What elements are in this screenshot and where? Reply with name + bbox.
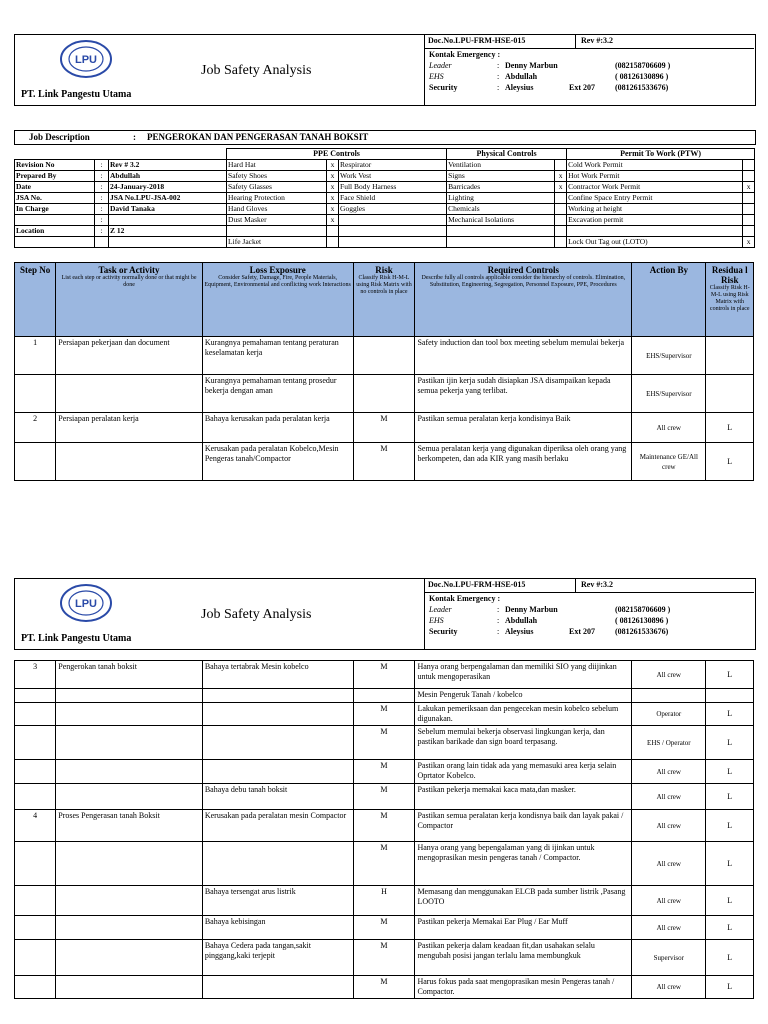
page-2 [14, 578, 754, 1024]
emergency-contacts [429, 49, 751, 93]
permit-check [743, 171, 755, 182]
jsa-table-page1 [14, 262, 754, 481]
info-label: In Charge [15, 204, 95, 215]
contact-title: Kontak Emergency : [429, 50, 501, 59]
page-header-2 [14, 578, 754, 648]
risk-cell [353, 337, 415, 375]
lpu-logo [59, 39, 113, 79]
action-cell: All crew [632, 976, 706, 999]
table-row [15, 661, 754, 689]
ppe-item: Full Body Harness [339, 182, 447, 193]
physical-check [555, 204, 567, 215]
action-cell: All crew [632, 886, 706, 916]
info-value: 24-January-2018 [109, 182, 227, 193]
info-label: Prepared By [15, 171, 95, 182]
info-row [15, 171, 755, 182]
risk-cell: M [353, 703, 415, 726]
ppe-check [327, 237, 339, 248]
step-cell [15, 689, 56, 703]
action-cell: All crew [632, 661, 706, 689]
loss-cell [202, 842, 353, 886]
loss-cell: Kurangnya pemahaman tentang peraturan keselamatan kerja [202, 337, 353, 375]
table-row [15, 916, 754, 940]
table-row [15, 940, 754, 976]
permit-item: Confine Space Entry Permit [567, 193, 743, 204]
physical-check: x [555, 171, 567, 182]
col-task: Task or Activity List each step or activity normally done or that might be done [56, 263, 203, 337]
table-row [15, 842, 754, 886]
col-risk: Risk Classify Risk H-M-L using Risk Matrix with no controls in place [353, 263, 415, 337]
info-value: JSA No.LPU-JSA-002 [109, 193, 227, 204]
table-row [15, 703, 754, 726]
risk-cell: H [353, 886, 415, 916]
company-name: PT. Link Pangestu Utama [21, 633, 132, 644]
control-cell: Semua peralatan kerja yang digunakan diperiksa oleh orang yang berkompeten, dan ada KIR yang masih berlaku [415, 443, 632, 481]
step-cell: 2 [15, 413, 56, 443]
action-cell [632, 689, 706, 703]
doc-number-bar [425, 35, 754, 49]
table-row [15, 976, 754, 999]
physical-check: x [555, 182, 567, 193]
physical-item: Ventilation [447, 160, 555, 171]
ppe-check: x [327, 215, 339, 226]
ppe-item [339, 237, 447, 248]
control-cell: Pastikan semua peralatan kerja kondisnya baik dan layak pakai / Compactor [415, 810, 632, 842]
step-cell: 4 [15, 810, 56, 842]
physical-check [555, 193, 567, 204]
control-cell: Hanya orang berpengalaman dan memiliki SIO yang diijinkan untuk mengoperasikan [415, 661, 632, 689]
info-sep: : [95, 160, 109, 171]
permit-item: Excavation permit [567, 215, 743, 226]
ppe-check: x [327, 182, 339, 193]
task-cell [56, 689, 203, 703]
loss-cell: Bahaya tersengat arus listrik [202, 886, 353, 916]
ppe-item: Hard Hat [227, 160, 327, 171]
task-cell [56, 842, 203, 886]
contact-ehs: EHS : Abdullah ( 08126130896 ) [429, 72, 669, 81]
residual-cell [706, 689, 754, 703]
doc-title: Job Safety Analysis [201, 607, 312, 622]
physical-check [555, 215, 567, 226]
action-cell: All crew [632, 842, 706, 886]
info-label: Revision No [15, 160, 95, 171]
info-sep: : [95, 193, 109, 204]
physical-item: Lighting [447, 193, 555, 204]
info-value [109, 237, 227, 248]
info-sep: : [95, 171, 109, 182]
info-sep: : [95, 204, 109, 215]
job-description: Job Description : PENGEROKAN DAN PENGERASAN TANAH BOKSIT [14, 130, 756, 145]
action-cell: Maintenance GE/All crew [632, 443, 706, 481]
action-cell: All crew [632, 760, 706, 784]
ppe-item [339, 215, 447, 226]
ppe-check: x [327, 171, 339, 182]
residual-cell: L [706, 784, 754, 810]
task-cell [56, 443, 203, 481]
action-cell: All crew [632, 810, 706, 842]
action-cell: All crew [632, 784, 706, 810]
risk-cell [353, 689, 415, 703]
residual-cell: L [706, 760, 754, 784]
info-sep [95, 237, 109, 248]
permit-check [743, 226, 755, 237]
permit-check: x [743, 182, 755, 193]
task-cell: Proses Pengerasan tanah Boksit [56, 810, 203, 842]
ppe-item: Safety Glasses [227, 182, 327, 193]
svg-text:LPU: LPU [75, 54, 97, 66]
col-residual: Residua l Risk Classify Risk H-M-L using Risk Matrix with controls in place [706, 263, 754, 337]
risk-cell [353, 375, 415, 413]
loss-cell [202, 760, 353, 784]
svg-text:LPU: LPU [75, 598, 97, 610]
task-cell [56, 375, 203, 413]
loss-cell [202, 726, 353, 760]
residual-cell: L [706, 703, 754, 726]
loss-cell [202, 689, 353, 703]
action-cell: All crew [632, 916, 706, 940]
step-cell [15, 760, 56, 784]
residual-cell: L [706, 976, 754, 999]
physical-item: Chemicals [447, 204, 555, 215]
action-cell: All crew [632, 413, 706, 443]
control-cell: Pastikan ijin kerja sudah disiapkan JSA disampaikan kepada semua pekerja yang terlibat. [415, 375, 632, 413]
ppe-item: Work Vest [339, 171, 447, 182]
ppe-check: x [327, 193, 339, 204]
task-cell: Persiapan peralatan kerja [56, 413, 203, 443]
step-cell [15, 976, 56, 999]
table-row [15, 443, 754, 481]
info-row [15, 226, 755, 237]
info-row [15, 160, 755, 171]
task-cell [56, 726, 203, 760]
ppe-item: Face Shield [339, 193, 447, 204]
ppe-check: x [327, 204, 339, 215]
control-cell: Pastikan semua peralatan kerja kondisinya Baik [415, 413, 632, 443]
permit-check: x [743, 237, 755, 248]
info-table [14, 148, 755, 248]
table-row [15, 784, 754, 810]
physical-item: Mechanical Isolations [447, 215, 555, 226]
task-cell [56, 784, 203, 810]
physical-item: Signs [447, 171, 555, 182]
permit-check [743, 204, 755, 215]
residual-cell [706, 337, 754, 375]
ppe-item: Life Jacket [227, 237, 327, 248]
ppe-item: Dust Masker [227, 215, 327, 226]
revision: Rev #:3.2 [581, 36, 613, 45]
control-cell: Pastikan pekerja memakai kaca mata,dan masker. [415, 784, 632, 810]
lpu-logo [59, 583, 113, 623]
residual-cell: L [706, 842, 754, 886]
risk-cell: M [353, 940, 415, 976]
residual-cell: L [706, 916, 754, 940]
ppe-item [227, 226, 327, 237]
col-action: Action By [632, 263, 706, 337]
emergency-contacts: Kontak Emergency : Leader : Denny Marbun (082158706609 ) EHS : Abdullah ( 08126130896 ) Security : Aleysius Ext 207 (081261533676) [429, 594, 671, 636]
doc-number: Doc.No.LPU-FRM-HSE-015 [428, 580, 526, 589]
ppe-check: x [327, 160, 339, 171]
step-cell [15, 916, 56, 940]
info-label: Date [15, 182, 95, 193]
ppe-item: Safety Shoes [227, 171, 327, 182]
risk-cell: M [353, 760, 415, 784]
residual-cell [706, 375, 754, 413]
permit-item: Cold Work Permit [567, 160, 743, 171]
control-cell: Pastikan pekerja Memakai Ear Plug / Ear Muff [415, 916, 632, 940]
contact-security: Security : Aleysius Ext 207 (081261533676) [429, 83, 669, 92]
info-value: Rev # 3.2 [109, 160, 227, 171]
permit-check [743, 193, 755, 204]
info-label: JSA No. [15, 193, 95, 204]
ppe-item: Respirator [339, 160, 447, 171]
risk-cell: M [353, 842, 415, 886]
control-cell: Lakukan pemeriksaan dan pengecekan mesin kobelco sebelum digunakan. [415, 703, 632, 726]
control-cell: Pastikan pekerja dalam keadaan fit,dan usahakan selalu mengubah posisi jangan terlalu lama membungkuk [415, 940, 632, 976]
info-row [15, 204, 755, 215]
table-row [15, 886, 754, 916]
control-cell: Memasang dan menggunakan ELCB pada sumber listrik ,Pasang LOOTO [415, 886, 632, 916]
permit-item: Working at height [567, 204, 743, 215]
info-label: Location [15, 226, 95, 237]
doc-number: Doc.No.LPU-FRM-HSE-015 [428, 36, 526, 45]
company-name: PT. Link Pangestu Utama [21, 89, 132, 100]
risk-cell: M [353, 443, 415, 481]
action-cell: EHS/Supervisor [632, 337, 706, 375]
permit-item [567, 226, 743, 237]
physical-item [447, 226, 555, 237]
action-cell: EHS / Operator [632, 726, 706, 760]
page-header [14, 34, 754, 104]
residual-cell: L [706, 661, 754, 689]
risk-cell: M [353, 413, 415, 443]
risk-cell: M [353, 916, 415, 940]
risk-cell: M [353, 784, 415, 810]
action-cell: EHS/Supervisor [632, 375, 706, 413]
loss-cell [202, 976, 353, 999]
ppe-check [327, 226, 339, 237]
step-cell: 1 [15, 337, 56, 375]
ppe-item [339, 226, 447, 237]
contact-leader: Leader : Denny Marbun (082158706609 ) [429, 61, 671, 70]
col-controls: Required Controls Describe fully all controls applicable consider the hierarchy of controls. Elimination, Substitution, Engineering, Segregation, Personnel Exposure, PPE, Procedures [415, 263, 632, 337]
risk-cell: M [353, 726, 415, 760]
task-cell [56, 760, 203, 784]
step-cell [15, 375, 56, 413]
control-cell: Safety induction dan tool box meeting sebelum memulai bekerja [415, 337, 632, 375]
ppe-item: Hearing Protection [227, 193, 327, 204]
physical-check [555, 237, 567, 248]
permit-header: Permit To Work (PTW) [567, 149, 755, 160]
residual-cell: L [706, 886, 754, 916]
info-row [15, 193, 755, 204]
step-cell [15, 703, 56, 726]
control-cell: Harus fokus pada saat mengoprasikan mesin Pengeras tanah / Compactor. [415, 976, 632, 999]
jsa-table-page2 [14, 660, 754, 999]
step-cell [15, 886, 56, 916]
doc-title: Job Safety Analysis [201, 63, 312, 78]
permit-check [743, 215, 755, 226]
permit-item: Hot Work Permit [567, 171, 743, 182]
info-row [15, 237, 755, 248]
loss-cell: Kurangnya pemahaman tentang prosedur bekerja dengan aman [202, 375, 353, 413]
loss-cell: Bahaya kerusakan pada peralatan kerja [202, 413, 353, 443]
residual-cell: L [706, 940, 754, 976]
control-cell: Sebelum memulai bekerja observasi lingkungan kerja, dan pastikan barikade dan sign board terpasang. [415, 726, 632, 760]
loss-cell: Kerusakan pada peralatan mesin Compactor [202, 810, 353, 842]
info-label [15, 215, 95, 226]
loss-cell: Bahaya kebisingan [202, 916, 353, 940]
info-sep: : [95, 182, 109, 193]
residual-cell: L [706, 443, 754, 481]
task-cell: Pengerokan tanah boksit [56, 661, 203, 689]
task-cell [56, 886, 203, 916]
info-label [15, 237, 95, 248]
action-cell: Operator [632, 703, 706, 726]
permit-item: Contractor Work Permit [567, 182, 743, 193]
physical-check [555, 160, 567, 171]
table-row [15, 375, 754, 413]
col-step: Step No [15, 263, 56, 337]
residual-cell: L [706, 810, 754, 842]
table-row [15, 337, 754, 375]
loss-cell: Bahaya debu tanah boksit [202, 784, 353, 810]
table-row [15, 760, 754, 784]
loss-cell: Bahaya Cedera pada tangan,sakit pinggang,kaki terjepit [202, 940, 353, 976]
control-cell: Mesin Pengeruk Tanah / kobelco [415, 689, 632, 703]
permit-check [743, 160, 755, 171]
task-cell [56, 976, 203, 999]
info-value: Z 12 [109, 226, 227, 237]
doc-number-bar [425, 579, 754, 593]
physical-item [447, 237, 555, 248]
ppe-item: Hand Gloves [227, 204, 327, 215]
table-row [15, 726, 754, 760]
step-cell [15, 443, 56, 481]
physical-item: Barricades [447, 182, 555, 193]
risk-cell: M [353, 810, 415, 842]
loss-cell: Kerusakan pada peralatan Kobelco,Mesin Pengeras tanah/Compactor [202, 443, 353, 481]
loss-cell: Bahaya tertabrak Mesin kobelco [202, 661, 353, 689]
header-left [14, 34, 425, 106]
physical-check [555, 226, 567, 237]
task-cell [56, 703, 203, 726]
action-cell: Supervisor [632, 940, 706, 976]
step-cell [15, 940, 56, 976]
info-value: Abdullah [109, 171, 227, 182]
control-cell: Hanya orang yang bepengalaman yang di ijinkan untuk mengoprasikan mesin pengeras tanah / Compactor. [415, 842, 632, 886]
permit-item: Lock Out Tag out (LOTO) [567, 237, 743, 248]
step-cell [15, 784, 56, 810]
residual-cell: L [706, 726, 754, 760]
ppe-header: PPE Controls [227, 149, 447, 160]
control-cell: Pastikan orang lain tidak ada yang memasuki area kerja selain Oprtator Kobelco. [415, 760, 632, 784]
residual-cell: L [706, 413, 754, 443]
header-right [424, 34, 756, 106]
table-row [15, 810, 754, 842]
step-cell [15, 842, 56, 886]
table-row [15, 413, 754, 443]
info-row [15, 182, 755, 193]
table-row [15, 689, 754, 703]
task-cell [56, 916, 203, 940]
page-1 [14, 34, 754, 494]
step-cell [15, 726, 56, 760]
info-sep: : [95, 226, 109, 237]
physical-header: Physical Controls [447, 149, 567, 160]
revision: Rev #:3.2 [581, 580, 613, 589]
risk-cell: M [353, 976, 415, 999]
loss-cell [202, 703, 353, 726]
info-value: David Tanaka [109, 204, 227, 215]
info-value [109, 215, 227, 226]
info-row [15, 215, 755, 226]
col-loss: Loss Exposure Consider Safety, Damage, Fire, People Materials, Equipment, Environmental and conflicting work Interactions [202, 263, 353, 337]
info-sep: : [95, 215, 109, 226]
ppe-item: Goggles [339, 204, 447, 215]
task-cell [56, 940, 203, 976]
task-cell: Persiapan pekerjaan dan document [56, 337, 203, 375]
step-cell: 3 [15, 661, 56, 689]
risk-cell: M [353, 661, 415, 689]
